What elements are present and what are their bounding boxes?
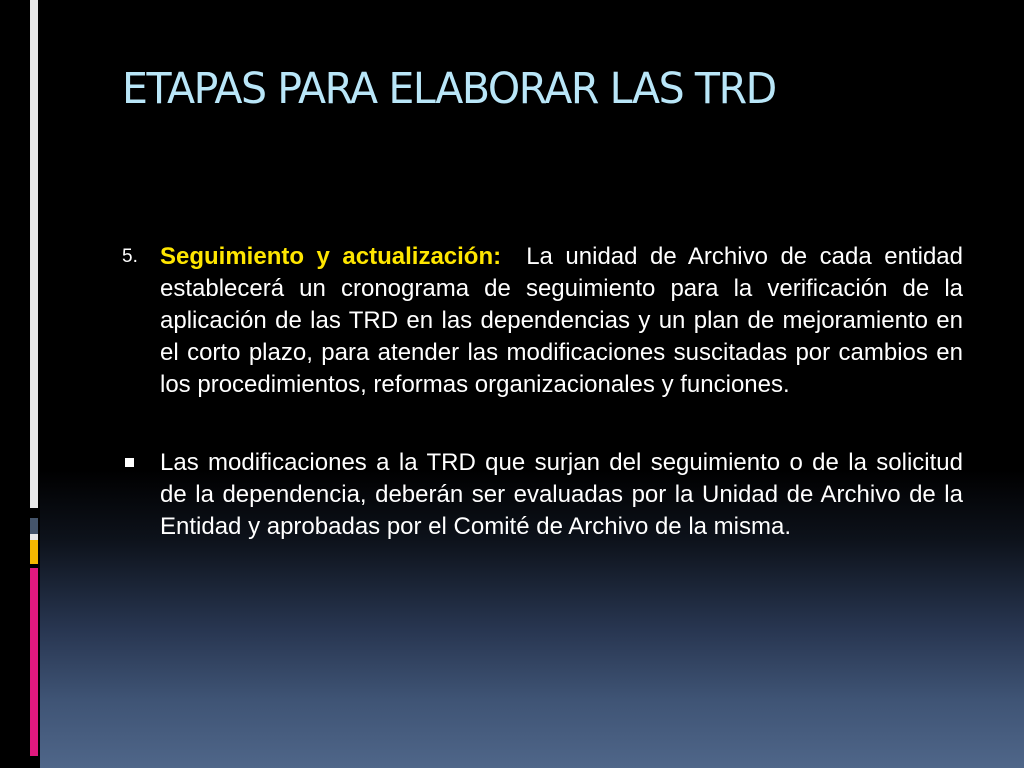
accent-block-pink <box>30 568 38 756</box>
accent-block-yellow <box>30 540 38 564</box>
list-item <box>122 447 963 543</box>
step-number: 5. <box>122 246 138 267</box>
bullet-text: Las modificaciones a la TRD que surjan del seguimiento o de la solicitud de la dependencia, deberán ser evaluadas por la Unidad de Archivo de la Entidad y aprobadas por el Comité de Archivo de la misma. <box>160 449 963 540</box>
accent-block-gray <box>30 518 38 534</box>
accent-stripe-white <box>30 0 38 508</box>
step-paragraph <box>122 241 963 401</box>
step-heading: Seguimiento y actualización: <box>160 243 502 270</box>
slide-title: ETAPAS PARA ELABORAR LAS TRD <box>122 64 776 114</box>
step-text: La unidad de Archivo de cada entidad establecerá un cronograma de seguimiento para la verificación de la aplicación de las TRD en las dependencias y un plan de mejoramiento en el corto plazo, para atender las modificaciones suscitadas por cambios en los procedimientos, reformas organizacionales y funciones. <box>160 243 963 398</box>
slide-content <box>122 241 963 543</box>
bullet-list <box>122 447 963 543</box>
square-bullet-icon <box>125 458 134 467</box>
